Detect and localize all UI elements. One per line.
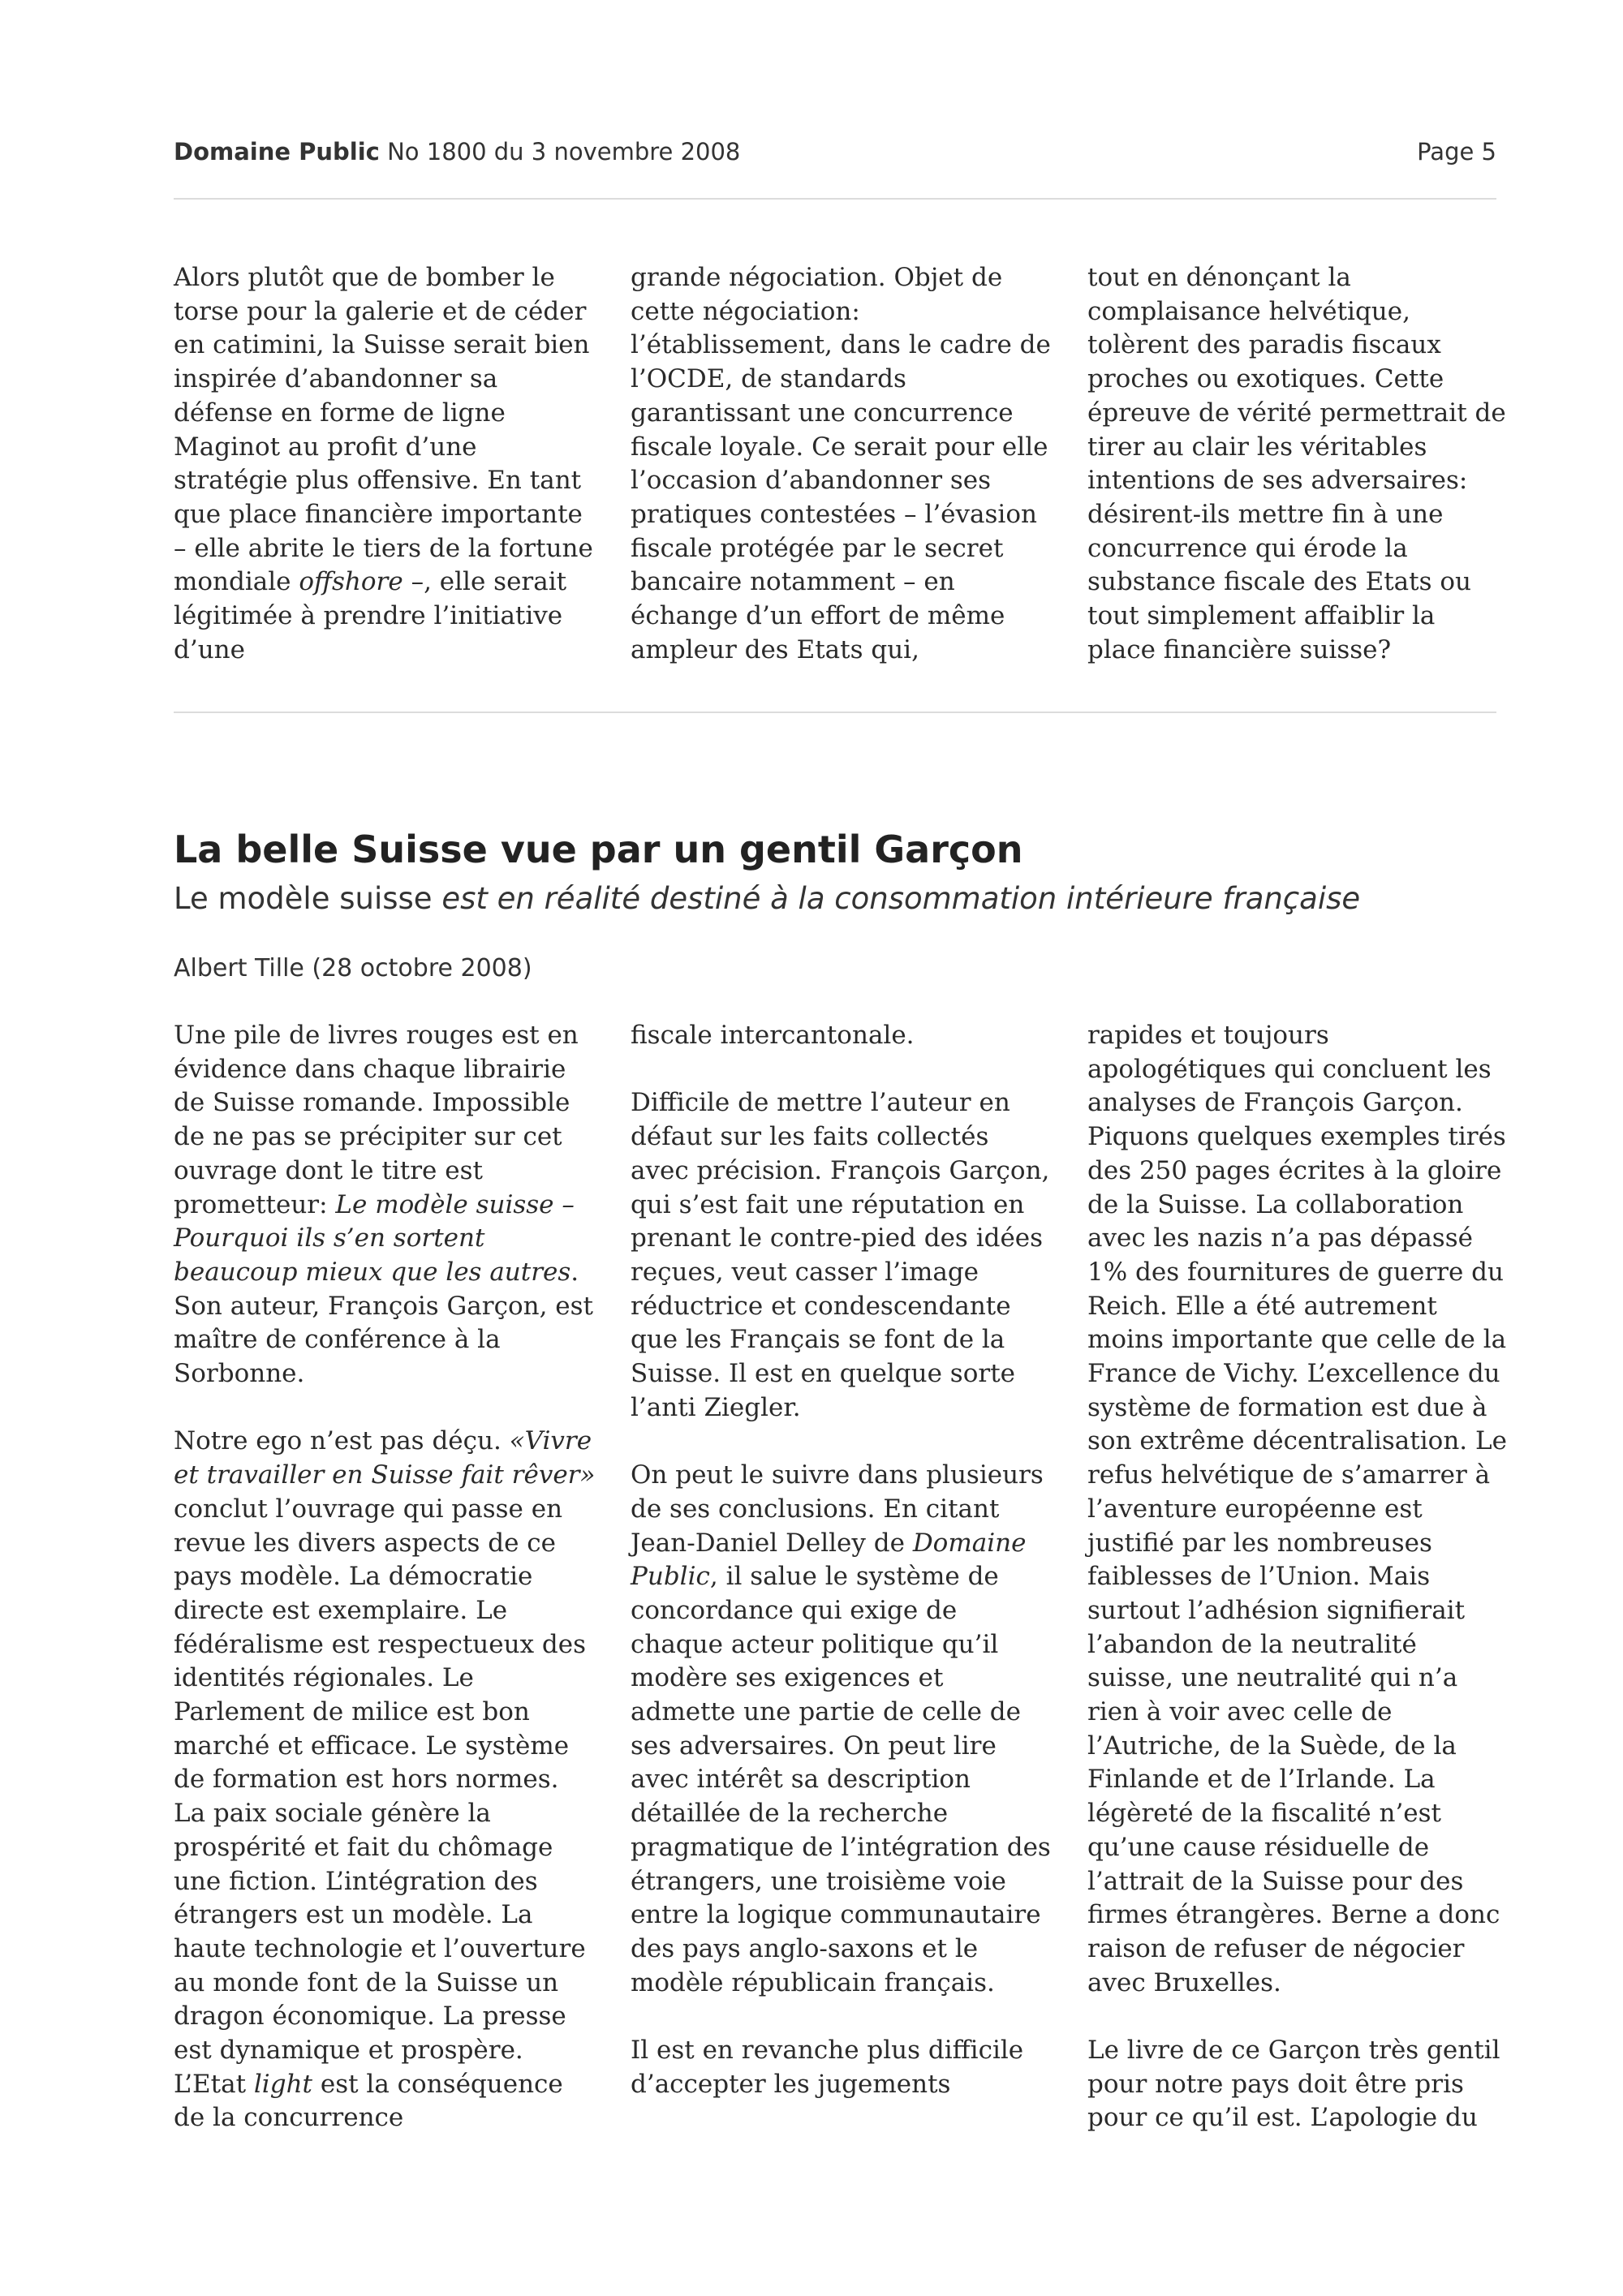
article-title: La belle Suisse vue par un gentil Garçon (174, 828, 1023, 871)
prev-article-column-1 (174, 261, 596, 667)
italic-text: «Vivre et travailler en Suisse fait rêver» (174, 1426, 596, 1490)
article-column-1 (174, 1019, 596, 2135)
paragraph (174, 261, 596, 667)
text-run: Difficile de mettre l’auteur en défaut sur les faits collectés avec précision. François Garçon, qui s’est fait une réputation en prenant le contre-pied des idées reçues, veut casser l’image réductrice et condescendante que les Français se font de la Suisse. Il est en quelque sorte l’anti Ziegler. (631, 1088, 1050, 1422)
text-run: Le livre de ce Garçon très gentil pour notre pays doit être pris pour ce qu’il est. L’apologie du (1087, 2036, 1500, 2133)
article-byline: Albert Tille (28 octobre 2008) (174, 954, 532, 982)
italic-text: light (253, 2069, 312, 2099)
paragraph (631, 1086, 1053, 1425)
article-divider (174, 712, 1496, 713)
text-run: rapides et toujours apologétiques qui concluent les analyses de François Garçon. Piquons quelques exemples tirés des 250 pages écrites à la gloire de la Suisse. La collaboration avec les nazis n’a pas dépassé 1% des fournitures de guerre du Reich. Elle a été autrement moins importante que celle de la France de Vichy. L’excellence du système de formation est due à son extrême décentralisation. Le refus helvétique de s’amarrer à l’aventure européenne est justifié par les nombreuses faiblesses de l’Union. Mais surtout l’adhésion signifierait l’abandon de la neutralité suisse, une neutralité qui n’a rien à voir avec celle de l’Autriche, de la Suède, de la Finlande et de l’Irlande. La légèreté de la fiscalité n’est qu’une cause résiduelle de l’attrait de la Suisse pour des firmes étrangères. Berne a donc raison de refuser de négocier avec Bruxelles. (1087, 1021, 1507, 1997)
text-run: –, elle serait légitimée à prendre l’initiative d’une (174, 567, 567, 664)
paragraph (1087, 261, 1509, 667)
prev-article-column-2 (631, 261, 1053, 667)
paragraph (1087, 1019, 1509, 2000)
text-run: Notre ego n’est pas déçu. (174, 1426, 510, 1456)
article-column-2 (631, 1019, 1053, 2101)
page-number: Page 5 (1417, 138, 1496, 166)
text-run: grande négociation. Objet de cette négociation: l’établissement, dans le cadre de l’OCDE, de standards garantissant une concurrence fiscale loyale. Ce serait pour elle l’occasion d’abandonner ses pratiques contestées – l’évasion fiscale protégée par le secret bancaire notamment – en échange d’un effort de même ampleur des Etats qui, (631, 263, 1051, 664)
text-run: , il salue le système de concordance qui exige de chaque acteur politique qu’il modère ses exigences et admette une partie de celle de ses adversaires. On peut lire avec intérêt sa description détaillée de la recherche pragmatique de l’intégration des étrangers, une troisième voie entre la logique communautaire des pays anglo-saxons et le modèle républicain français. (631, 1562, 1051, 1997)
text-run: conclut l’ouvrage qui passe en revue les divers aspects de ce pays modèle. La démocratie directe est exemplaire. Le fédéralisme est respectueux des identités régionales. Le Parlement de milice est bon marché et efficace. Le système de formation est hors normes. La paix sociale génère la prospérité et fait du chômage une fiction. L’intégration des étrangers est un modèle. La haute technologie et l’ouverture au monde font de la Suisse un dragon économique. La presse est dynamique et prospère. L’Etat (174, 1494, 587, 2099)
text-run: On peut le suivre dans plusieurs de ses conclusions. En citant Jean-Daniel Delley de (631, 1460, 1044, 1558)
italic-text: offshore (299, 567, 403, 597)
article-column-3 (1087, 1019, 1509, 2135)
header-divider (174, 198, 1496, 200)
paragraph (631, 2034, 1053, 2101)
subtitle-italic: est en réalité destiné à la consommation intérieure française (441, 881, 1361, 916)
subtitle-regular: Le modèle suisse (174, 881, 442, 916)
paragraph (174, 1019, 596, 1391)
text-run: est la conséquence de la concurrence (174, 2069, 563, 2133)
paragraph (1087, 2034, 1509, 2135)
text-run: Alors plutôt que de bomber le torse pour la galerie et de céder en catimini, la Suisse serait bien inspirée d’abandonner sa défense en forme de ligne Maginot au profit d’une stratégie plus offensive. En tant que place financière importante – elle abrite le tiers de la fortune mondiale (174, 263, 593, 597)
paragraph (631, 1459, 1053, 2000)
text-run: tout en dénonçant la complaisance helvétique, tolèrent des paradis fiscaux proches ou exotiques. Cette épreuve de vérité permettrait de tirer au clair les véritables intentions de ses adversaires: désirent-ils mettre fin à une concurrence qui érode la substance fiscale des Etats ou tout simplement affaiblir la place financière suisse? (1087, 263, 1506, 664)
issue-info: No 1800 du 3 novembre 2008 (387, 138, 741, 166)
paragraph (631, 1019, 1053, 1053)
text-run: . Son auteur, François Garçon, est maître de conférence à la Sorbonne. (174, 1257, 594, 1389)
article-subtitle (174, 881, 1360, 916)
paragraph (174, 1425, 596, 2135)
publication-name: Domaine Public (174, 138, 380, 166)
page-header (174, 138, 1496, 170)
italic-text: Le modèle suisse – Pourquoi ils s’en sortent beaucoup mieux que les autres (174, 1189, 575, 1287)
text-run: fiscale intercantonale. (631, 1021, 915, 1050)
text-run: Il est en revanche plus difficile d’accepter les jugements (631, 2036, 1024, 2099)
paragraph (631, 261, 1053, 667)
text-run: Une pile de livres rouges est en évidence dans chaque librairie de Suisse romande. Impossible de ne pas se précipiter sur cet ouvrage dont le titre est prometteur: (174, 1021, 579, 1219)
prev-article-column-3 (1087, 261, 1509, 667)
italic-text: Domaine Public (631, 1528, 1027, 1592)
